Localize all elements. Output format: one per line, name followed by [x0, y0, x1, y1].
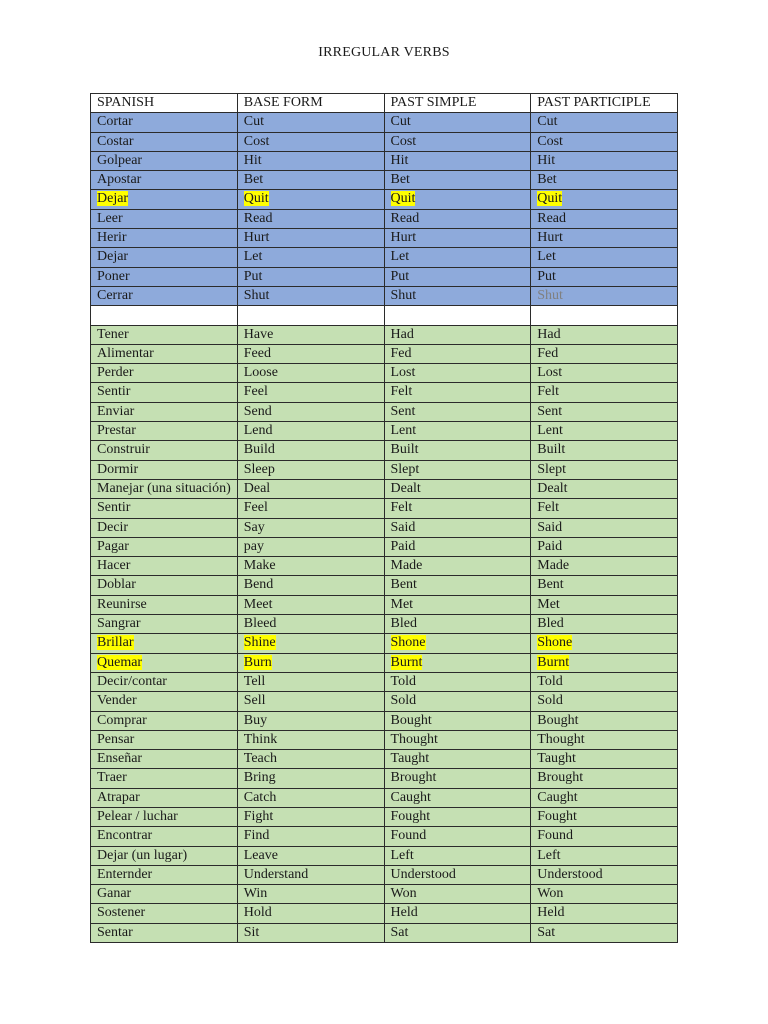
base-form-cell: Cut — [237, 113, 384, 132]
base-form-cell: Bet — [237, 171, 384, 190]
spanish-cell: Dejar — [91, 248, 238, 267]
base-form-cell: Bring — [237, 769, 384, 788]
table-row — [91, 537, 678, 556]
table-row — [91, 595, 678, 614]
base-form-cell: Sell — [237, 692, 384, 711]
spanish-cell: Sostener — [91, 904, 238, 923]
past-simple-cell: Put — [384, 267, 531, 286]
table-row — [91, 923, 678, 942]
table-row — [91, 807, 678, 826]
faded-text: Shut — [537, 287, 563, 303]
header-past-simple: PAST SIMPLE — [384, 94, 531, 113]
header-spanish: SPANISH — [91, 94, 238, 113]
past-simple-cell: Sent — [384, 402, 531, 421]
table-row — [91, 711, 678, 730]
highlighted-text: Quit — [537, 191, 563, 207]
base-form-cell: Leave — [237, 846, 384, 865]
base-form-cell: pay — [237, 537, 384, 556]
spanish-cell — [91, 634, 238, 653]
past-participle-cell: Understood — [531, 865, 678, 884]
spanish-cell: Construir — [91, 441, 238, 460]
base-form-cell: Catch — [237, 788, 384, 807]
base-form-cell: Say — [237, 518, 384, 537]
past-participle-cell: Said — [531, 518, 678, 537]
spanish-cell: Poner — [91, 267, 238, 286]
table-row — [91, 672, 678, 691]
spanish-cell: Perder — [91, 364, 238, 383]
highlighted-text: Brillar — [97, 635, 134, 651]
spanish-cell: Pelear / luchar — [91, 807, 238, 826]
past-participle-cell: Dealt — [531, 479, 678, 498]
spanish-cell: Reunirse — [91, 595, 238, 614]
base-form-cell: Loose — [237, 364, 384, 383]
past-participle-cell: Told — [531, 672, 678, 691]
spanish-cell: Hacer — [91, 557, 238, 576]
spanish-cell: Sentir — [91, 383, 238, 402]
spanish-cell: Cerrar — [91, 286, 238, 305]
spanish-cell: Dejar (un lugar) — [91, 846, 238, 865]
past-simple-cell: Built — [384, 441, 531, 460]
past-participle-cell — [531, 653, 678, 672]
spanish-cell: Sangrar — [91, 615, 238, 634]
base-form-cell: Send — [237, 402, 384, 421]
past-participle-cell: Brought — [531, 769, 678, 788]
highlighted-text: Shine — [243, 635, 276, 651]
past-simple-cell: Bought — [384, 711, 531, 730]
past-participle-cell: Built — [531, 441, 678, 460]
past-participle-cell: Let — [531, 248, 678, 267]
past-participle-cell: Sent — [531, 402, 678, 421]
base-form-cell: Let — [237, 248, 384, 267]
base-form-cell: Deal — [237, 479, 384, 498]
table-row — [91, 383, 678, 402]
spanish-cell: Herir — [91, 229, 238, 248]
spanish-cell: Prestar — [91, 422, 238, 441]
past-participle-cell: Made — [531, 557, 678, 576]
base-form-cell: Find — [237, 827, 384, 846]
empty-cell — [237, 306, 384, 325]
past-participle-cell: Felt — [531, 383, 678, 402]
table-row — [91, 653, 678, 672]
table-row — [91, 827, 678, 846]
past-participle-cell: Bet — [531, 171, 678, 190]
past-participle-cell: Cut — [531, 113, 678, 132]
highlighted-text: Shone — [537, 635, 573, 651]
past-simple-cell: Won — [384, 885, 531, 904]
base-form-cell — [237, 634, 384, 653]
spanish-cell: Enviar — [91, 402, 238, 421]
table-row — [91, 441, 678, 460]
spanish-cell: Cortar — [91, 113, 238, 132]
past-participle-cell — [531, 634, 678, 653]
base-form-cell: Understand — [237, 865, 384, 884]
table-row — [91, 788, 678, 807]
past-simple-cell — [384, 190, 531, 209]
table-row — [91, 634, 678, 653]
header-past-participle: PAST PARTICIPLE — [531, 94, 678, 113]
spanish-cell: Enternder — [91, 865, 238, 884]
past-participle-cell: Thought — [531, 730, 678, 749]
past-participle-cell: Felt — [531, 499, 678, 518]
past-simple-cell: Thought — [384, 730, 531, 749]
base-form-cell: Sit — [237, 923, 384, 942]
table-row — [91, 460, 678, 479]
past-participle-cell: Slept — [531, 460, 678, 479]
past-simple-cell — [384, 653, 531, 672]
table-row — [91, 171, 678, 190]
table-row — [91, 267, 678, 286]
spanish-cell: Atrapar — [91, 788, 238, 807]
highlighted-text: Quit — [390, 191, 416, 207]
spanish-cell: Tener — [91, 325, 238, 344]
spanish-cell — [91, 190, 238, 209]
highlighted-text: Shone — [390, 635, 426, 651]
base-form-cell: Sleep — [237, 460, 384, 479]
base-form-cell: Feel — [237, 383, 384, 402]
spanish-cell: Dormir — [91, 460, 238, 479]
past-simple-cell: Made — [384, 557, 531, 576]
past-simple-cell: Fought — [384, 807, 531, 826]
base-form-cell: Shut — [237, 286, 384, 305]
table-row — [91, 248, 678, 267]
spanish-cell — [91, 653, 238, 672]
past-simple-cell: Cut — [384, 113, 531, 132]
table-row — [91, 557, 678, 576]
base-form-cell: Tell — [237, 672, 384, 691]
past-simple-cell: Taught — [384, 750, 531, 769]
past-simple-cell: Read — [384, 209, 531, 228]
past-simple-cell: Held — [384, 904, 531, 923]
base-form-cell: Meet — [237, 595, 384, 614]
base-form-cell: Put — [237, 267, 384, 286]
past-simple-cell: Shut — [384, 286, 531, 305]
table-row — [91, 518, 678, 537]
base-form-cell: Feel — [237, 499, 384, 518]
past-participle-cell: Fed — [531, 344, 678, 363]
spanish-cell: Golpear — [91, 151, 238, 170]
blank-separator-row — [91, 306, 678, 325]
past-participle-cell: Fought — [531, 807, 678, 826]
past-participle-cell: Bent — [531, 576, 678, 595]
table-row — [91, 325, 678, 344]
past-participle-cell: Met — [531, 595, 678, 614]
spanish-cell: Pagar — [91, 537, 238, 556]
table-header-row — [91, 94, 678, 113]
past-simple-cell: Told — [384, 672, 531, 691]
table-row — [91, 286, 678, 305]
past-simple-cell: Had — [384, 325, 531, 344]
past-participle-cell: Paid — [531, 537, 678, 556]
base-form-cell: Read — [237, 209, 384, 228]
table-row — [91, 344, 678, 363]
past-simple-cell: Left — [384, 846, 531, 865]
table-row — [91, 865, 678, 884]
past-simple-cell: Found — [384, 827, 531, 846]
base-form-cell — [237, 190, 384, 209]
past-simple-cell: Paid — [384, 537, 531, 556]
past-simple-cell: Felt — [384, 383, 531, 402]
past-participle-cell: Caught — [531, 788, 678, 807]
past-participle-cell: Hit — [531, 151, 678, 170]
past-participle-cell: Left — [531, 846, 678, 865]
past-participle-cell: Lent — [531, 422, 678, 441]
table-row — [91, 402, 678, 421]
past-simple-cell: Dealt — [384, 479, 531, 498]
spanish-cell: Comprar — [91, 711, 238, 730]
past-simple-cell: Sat — [384, 923, 531, 942]
base-form-cell: Think — [237, 730, 384, 749]
base-form-cell: Lend — [237, 422, 384, 441]
base-form-cell: Win — [237, 885, 384, 904]
spanish-cell: Vender — [91, 692, 238, 711]
past-simple-cell: Bled — [384, 615, 531, 634]
base-form-cell: Build — [237, 441, 384, 460]
table-row — [91, 499, 678, 518]
table-row — [91, 576, 678, 595]
table-body — [91, 113, 678, 943]
past-participle-cell: Cost — [531, 132, 678, 151]
past-participle-cell: Held — [531, 904, 678, 923]
spanish-cell: Ganar — [91, 885, 238, 904]
past-participle-cell: Had — [531, 325, 678, 344]
spanish-cell: Decir/contar — [91, 672, 238, 691]
spanish-cell: Sentir — [91, 499, 238, 518]
highlighted-text: Quemar — [97, 654, 143, 670]
past-simple-cell: Sold — [384, 692, 531, 711]
spanish-cell: Pensar — [91, 730, 238, 749]
empty-cell — [91, 306, 238, 325]
past-simple-cell: Bet — [384, 171, 531, 190]
table-row — [91, 904, 678, 923]
table-row — [91, 479, 678, 498]
past-simple-cell: Understood — [384, 865, 531, 884]
base-form-cell: Hurt — [237, 229, 384, 248]
spanish-cell: Sentar — [91, 923, 238, 942]
table-row — [91, 132, 678, 151]
past-participle-cell: Taught — [531, 750, 678, 769]
base-form-cell: Have — [237, 325, 384, 344]
past-participle-cell: Sat — [531, 923, 678, 942]
base-form-cell — [237, 653, 384, 672]
spanish-cell: Traer — [91, 769, 238, 788]
past-simple-cell: Brought — [384, 769, 531, 788]
spanish-cell: Doblar — [91, 576, 238, 595]
table-row — [91, 615, 678, 634]
spanish-cell: Decir — [91, 518, 238, 537]
base-form-cell: Hold — [237, 904, 384, 923]
table-row — [91, 229, 678, 248]
past-participle-cell: Hurt — [531, 229, 678, 248]
past-simple-cell: Fed — [384, 344, 531, 363]
spanish-cell: Manejar (una situación) — [91, 479, 238, 498]
base-form-cell: Buy — [237, 711, 384, 730]
base-form-cell: Feed — [237, 344, 384, 363]
base-form-cell: Bend — [237, 576, 384, 595]
table-row — [91, 422, 678, 441]
table-row — [91, 885, 678, 904]
base-form-cell: Make — [237, 557, 384, 576]
past-simple-cell: Lost — [384, 364, 531, 383]
past-participle-cell: Found — [531, 827, 678, 846]
table-row — [91, 846, 678, 865]
past-simple-cell: Caught — [384, 788, 531, 807]
table-row — [91, 113, 678, 132]
table-row — [91, 190, 678, 209]
past-simple-cell: Let — [384, 248, 531, 267]
base-form-cell: Teach — [237, 750, 384, 769]
base-form-cell: Bleed — [237, 615, 384, 634]
irregular-verbs-table — [90, 93, 678, 943]
table-row — [91, 769, 678, 788]
past-simple-cell: Felt — [384, 499, 531, 518]
header-base-form: BASE FORM — [237, 94, 384, 113]
past-participle-cell: Bought — [531, 711, 678, 730]
spanish-cell: Apostar — [91, 171, 238, 190]
past-simple-cell: Slept — [384, 460, 531, 479]
highlighted-text: Quit — [243, 191, 269, 207]
past-simple-cell — [384, 634, 531, 653]
highlighted-text: Burnt — [390, 654, 423, 670]
past-simple-cell: Hurt — [384, 229, 531, 248]
past-simple-cell: Said — [384, 518, 531, 537]
past-simple-cell: Bent — [384, 576, 531, 595]
table-row — [91, 364, 678, 383]
past-participle-cell: Lost — [531, 364, 678, 383]
base-form-cell: Cost — [237, 132, 384, 151]
past-participle-cell: Sold — [531, 692, 678, 711]
base-form-cell: Hit — [237, 151, 384, 170]
spanish-cell: Enseñar — [91, 750, 238, 769]
highlighted-text: Burnt — [537, 654, 570, 670]
past-participle-cell: Bled — [531, 615, 678, 634]
past-simple-cell: Lent — [384, 422, 531, 441]
past-participle-cell: Put — [531, 267, 678, 286]
past-simple-cell: Met — [384, 595, 531, 614]
spanish-cell: Costar — [91, 132, 238, 151]
empty-cell — [384, 306, 531, 325]
past-participle-cell: Won — [531, 885, 678, 904]
past-simple-cell: Hit — [384, 151, 531, 170]
table-row — [91, 750, 678, 769]
past-simple-cell: Cost — [384, 132, 531, 151]
highlighted-text: Dejar — [97, 191, 129, 207]
spanish-cell: Alimentar — [91, 344, 238, 363]
highlighted-text: Burn — [243, 654, 272, 670]
table-row — [91, 692, 678, 711]
past-participle-cell: Read — [531, 209, 678, 228]
empty-cell — [531, 306, 678, 325]
table-row — [91, 730, 678, 749]
table-row — [91, 209, 678, 228]
spanish-cell: Encontrar — [91, 827, 238, 846]
spanish-cell: Leer — [91, 209, 238, 228]
past-participle-cell — [531, 190, 678, 209]
page-title: IRREGULAR VERBS — [318, 45, 450, 60]
base-form-cell: Fight — [237, 807, 384, 826]
table-row — [91, 151, 678, 170]
past-participle-cell — [531, 286, 678, 305]
